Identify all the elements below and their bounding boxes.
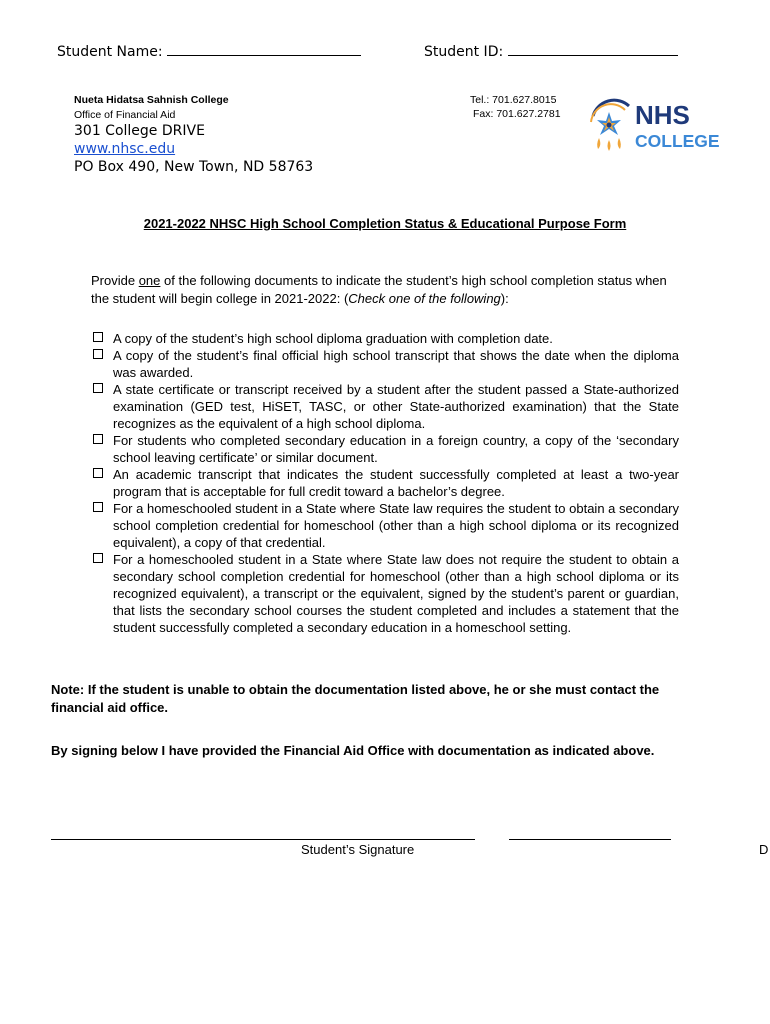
form-title: 2021-2022 NHSC High School Completion Status & Educational Purpose Form [143,216,627,231]
option-state-certificate [91,381,679,432]
option-foreign-education [91,432,679,466]
intro-text-continued: of the following documents to indicate the student’s high school completion status when the student will begin college in 2021-2022: ( [91,273,667,306]
logo-text-bottom: COLLEGE [635,131,720,151]
student-name-label: Student Name: [57,44,163,60]
date-label-cutoff: D [759,842,769,857]
option-label: A copy of the student’s high school diploma graduation with completion date. [113,331,553,346]
option-label: For a homeschooled student in a State where State law requires the student to obtain a secondary school completion credential for homeschool (other than a high school diploma or its recognized equivalent), a copy of that credential. [113,501,679,550]
star-emblem-icon [591,100,629,151]
intro-text: Provide [91,273,139,288]
option-label: A copy of the student’s final official high school transcript that shows the date when the diploma was awarded. [113,348,679,380]
checkbox-final-transcript[interactable] [93,349,103,359]
option-diploma [91,330,679,347]
signature-label: Student’s Signature [301,842,415,857]
checkbox-academic-transcript[interactable] [93,468,103,478]
website-link[interactable]: www.nhsc.edu [74,141,176,157]
college-name: Nueta Hidatsa Sahnish College [74,94,229,106]
student-name-field[interactable] [167,55,361,56]
intro-closing: ): [500,290,509,306]
signing-statement: By signing below I have provided the Financial Aid Office with documentation as indicated above. [51,743,655,758]
checkbox-homeschool-transcript[interactable] [93,553,103,563]
po-box-address: PO Box 490, New Town, ND 58763 [74,159,314,175]
date-line[interactable] [509,839,671,840]
instructions-paragraph [91,272,681,307]
option-label: For a homeschooled student in a State where State law does not require the student to obtain a secondary school completion credential for homeschool (other than a high school diploma or its recognized equivalent), a transcript or the equivalent, signed by the student’s parent or guardian, that lists the secondary school courses the student completed and includes a statement that the student successfully completed a secondary education in a homeschool setting. [113,552,679,635]
intro-underlined-word: one [138,273,161,288]
student-id-field[interactable] [508,55,678,56]
telephone: Tel.: 701.627.8015 [470,94,557,106]
logo-text-top: NHS [635,100,690,130]
student-name-line [57,44,361,60]
student-id-label: Student ID: [424,44,504,60]
document-options-list [91,330,679,636]
office-name: Office of Financial Aid [74,109,176,121]
checkbox-state-certificate[interactable] [93,383,103,393]
option-label: For students who completed secondary education in a foreign country, a copy of the ‘secondary school leaving certificate’ or similar document. [113,433,679,465]
option-homeschool-credential [91,500,679,551]
note-paragraph: Note: If the student is unable to obtain the documentation listed above, he or she must contact the financial aid office. [51,682,660,715]
option-final-transcript [91,347,679,381]
fax: Fax: 701.627.2781 [473,108,561,120]
signature-line[interactable] [51,839,475,840]
option-homeschool-transcript [91,551,679,636]
street-address: 301 College DRIVE [74,123,205,139]
option-label: A state certificate or transcript received by a student after the student passed a State-authorized examination (GED test, HiSET, TASC, or other State-authorized examination) that the State recognizes as the equivalent of a high school diploma. [113,382,679,431]
student-id-line [424,44,678,60]
checkbox-diploma[interactable] [93,332,103,342]
intro-italic-instruction: Check one of the following [348,290,501,306]
checkbox-homeschool-credential[interactable] [93,502,103,512]
option-academic-transcript [91,466,679,500]
nhs-college-logo [585,98,735,154]
option-label: An academic transcript that indicates the student successfully completed at least a two-year program that is acceptable for full credit toward a bachelor’s degree. [113,467,679,499]
checkbox-foreign-education[interactable] [93,434,103,444]
